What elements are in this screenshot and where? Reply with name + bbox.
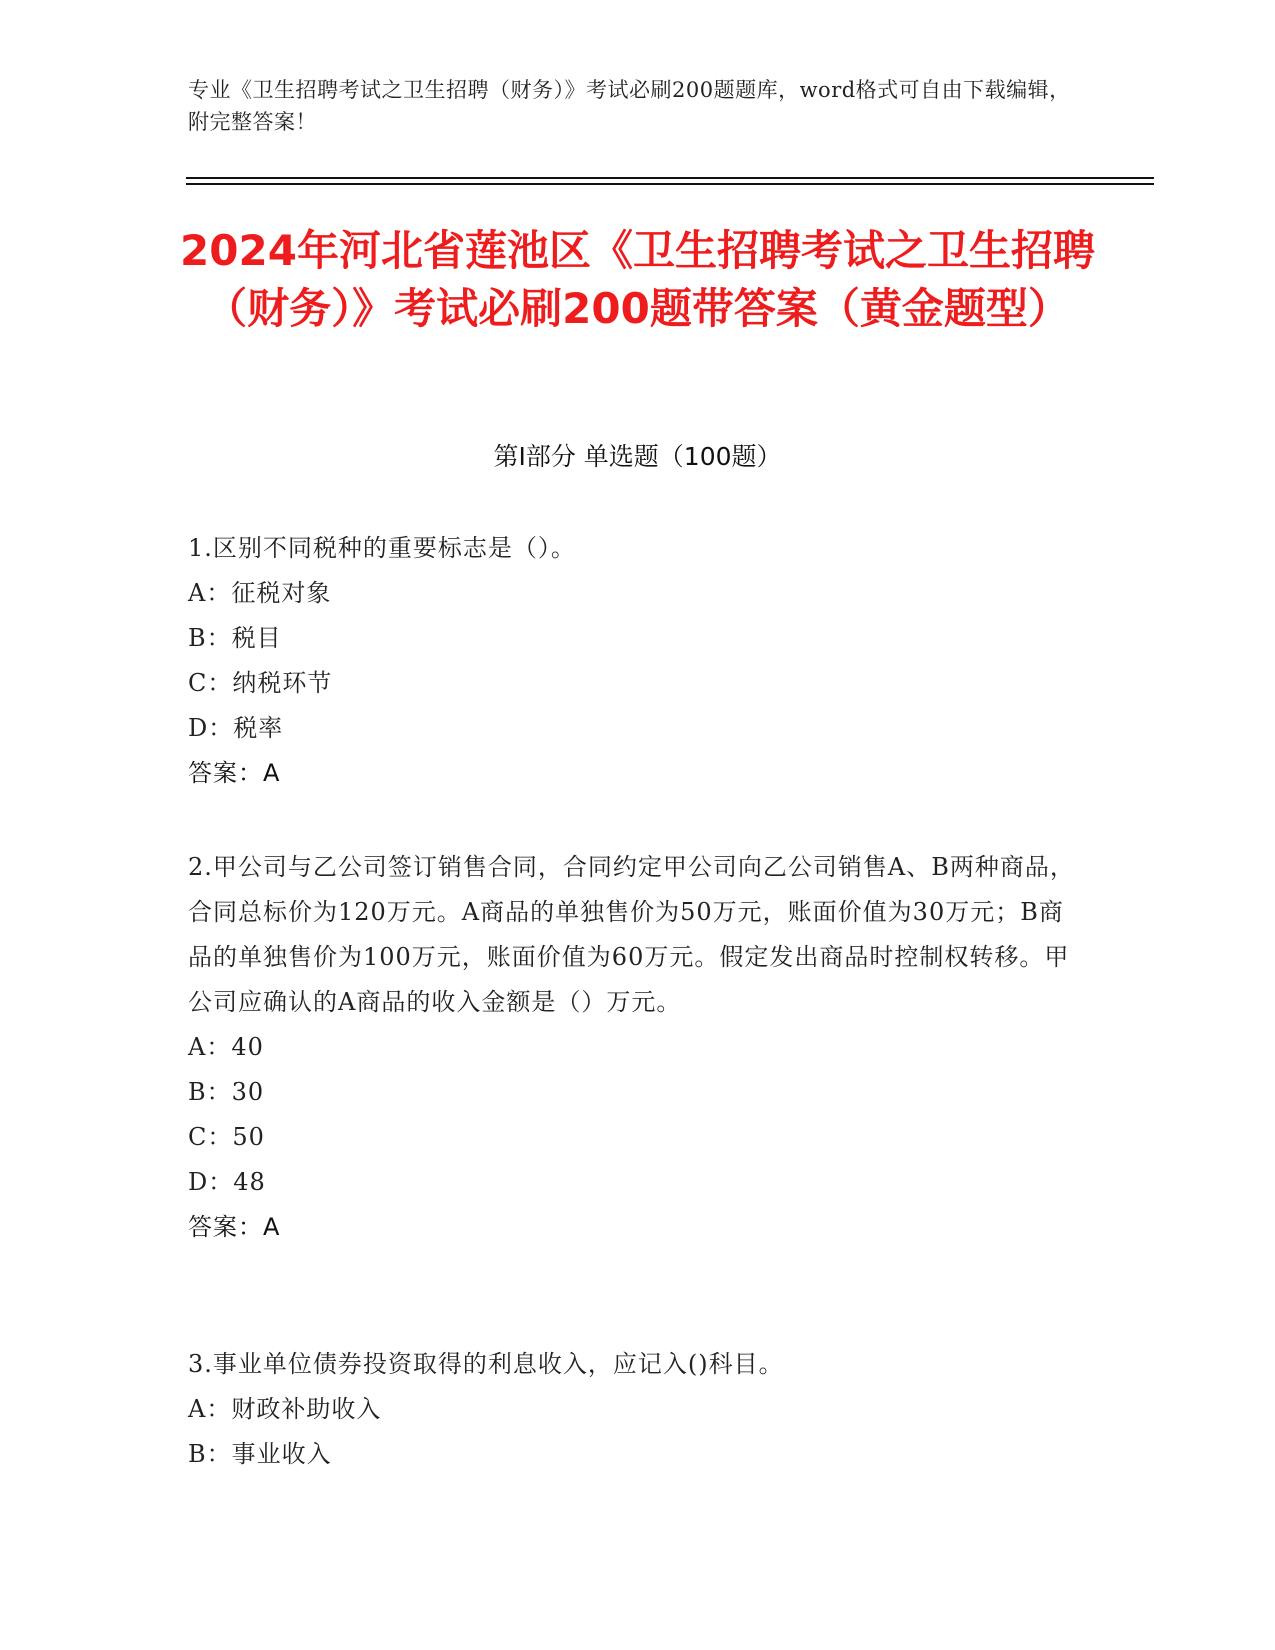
option-b: B：税目: [188, 624, 282, 652]
answer-label: 答案：A: [188, 1213, 281, 1241]
document-title: 2024年河北省莲池区《卫生招聘考试之卫生招聘（财务）》考试必刷200题带答案（黄金题型）: [180, 226, 1095, 333]
question-stem: 2.甲公司与乙公司签订销售合同，合同约定甲公司向乙公司销售A、B两种商品，合同总标价为120万元。A商品的单独售价为50万元，账面价值为30万元；B商品的单独售价为100万元，账面价值为60万元。假定发出商品时控制权转移。甲公司应确认的A商品的收入金额是（）万元。: [188, 853, 1075, 1016]
question-stem: 1.区别不同税种的重要标志是（）。: [188, 534, 576, 562]
option-c: C：纳税环节: [188, 669, 333, 697]
question-3: [188, 1342, 1088, 1477]
option-c: C：50: [188, 1123, 265, 1151]
header-note: 专业《卫生招聘考试之卫生招聘（财务）》考试必刷200题题库，word格式可自由下载编辑，附完整答案！: [188, 78, 1071, 134]
header-divider-bottom: [186, 183, 1154, 185]
question-1: [188, 526, 1088, 796]
option-b: B：30: [188, 1078, 265, 1106]
option-a: A：财政补助收入: [188, 1395, 382, 1423]
answer-label: 答案：A: [188, 759, 281, 787]
option-b: B：事业收入: [188, 1440, 332, 1468]
option-a: A：征税对象: [188, 579, 332, 607]
section-heading: 第I部分 单选题（100题）: [493, 442, 782, 471]
question-stem: 3.事业单位债券投资取得的利息收入，应记入()科目。: [188, 1350, 784, 1378]
option-d: D：税率: [188, 714, 284, 742]
question-2: [188, 845, 1088, 1250]
option-a: A：40: [188, 1033, 264, 1061]
option-d: D：48: [188, 1168, 266, 1196]
header-divider-top: [186, 177, 1154, 179]
